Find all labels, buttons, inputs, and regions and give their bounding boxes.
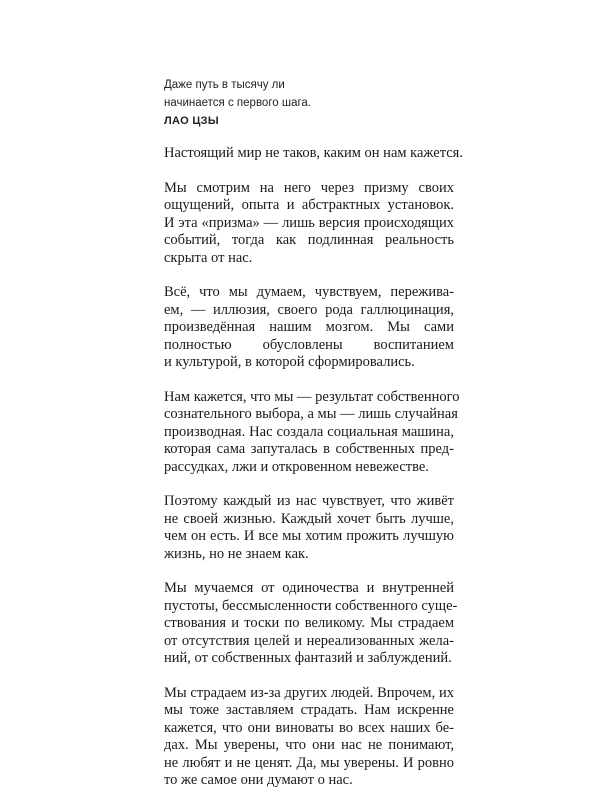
paragraph xyxy=(164,145,463,163)
body-text xyxy=(164,145,463,807)
text-line: которая сама запуталась в собственных пред- xyxy=(164,441,454,457)
text-line: событий, тогда как подлинная реальность xyxy=(164,232,454,248)
epigraph-line: начинается с первого шага. xyxy=(164,97,312,109)
text-line: рассудках, лжи и откровенном невежестве. xyxy=(164,458,429,475)
text-line: кажется, что они виноваты во всех наших бе- xyxy=(164,719,454,736)
text-line: скрыта от нас. xyxy=(164,249,253,266)
text-line: и культурой, в которой сформировались. xyxy=(164,354,415,370)
text-line: Мы мучаемся от одиночества и внутренней xyxy=(164,580,454,596)
text-line: ощущений, опыта и абстрактных установок. xyxy=(164,197,454,213)
text-line: И эта «призма» — лишь версия происходящих xyxy=(164,214,454,231)
text-line: не своей жизнью. Каждый хочет быть лучше, xyxy=(164,510,454,527)
text-line: полностью обусловлены воспитанием xyxy=(164,336,454,353)
text-line: производная. Нас создала социальная машина, xyxy=(164,423,454,440)
text-line: чем он есть. И все мы хотим прожить лучшую xyxy=(164,528,454,544)
text-line: Настоящий мир не таков, каким он нам кажется. xyxy=(164,145,463,161)
text-line: Поэтому каждый из нас чувствует, что живёт xyxy=(164,493,454,509)
text-line: ем, — иллюзия, своего рода галлюцинация, xyxy=(164,301,454,318)
text-line: то же самое они думают о нас. xyxy=(164,772,353,788)
text-line: мы тоже заставляем страдать. Нам искренне xyxy=(164,702,454,718)
paragraph xyxy=(164,685,454,790)
paragraph xyxy=(164,388,460,477)
text-line: не любят и не ценят. Да, мы уверены. И ровно xyxy=(164,754,454,771)
text-line: ствования и тоски по великому. Мы страдаем xyxy=(164,615,454,631)
text-line: Мы страдаем из-за других людей. Впрочем, их xyxy=(164,684,454,701)
paragraph xyxy=(164,284,454,372)
epigraph xyxy=(164,76,311,130)
text-line: пустоты, бессмысленности собственного суще- xyxy=(164,597,458,614)
text-line: Всё, что мы думаем, чувствуем, пережива- xyxy=(164,284,454,300)
paragraph xyxy=(164,180,454,268)
text-line: ний, от собственных фантазий и заблуждений. xyxy=(164,650,452,666)
text-line: произведённая нашим мозгом. Мы сами xyxy=(164,319,454,335)
text-line: дах. Мы уверены, что они нас не понимают, xyxy=(164,737,454,753)
epigraph-author: ЛАО ЦЗЫ xyxy=(164,115,219,127)
epigraph-line: Даже путь в тысячу ли xyxy=(164,79,285,91)
text-line: от отсутствия целей и нереализованных жела- xyxy=(164,632,454,649)
paragraph xyxy=(164,493,454,563)
text-line: Мы смотрим на него через призму своих xyxy=(164,179,454,196)
text-line: жизнь, но не знаем как. xyxy=(164,545,309,562)
text-line: сознательного выбора, а мы — лишь случайная xyxy=(164,406,458,422)
text-line: Нам кажется, что мы — результат собственного xyxy=(164,388,460,405)
paragraph xyxy=(164,580,458,668)
